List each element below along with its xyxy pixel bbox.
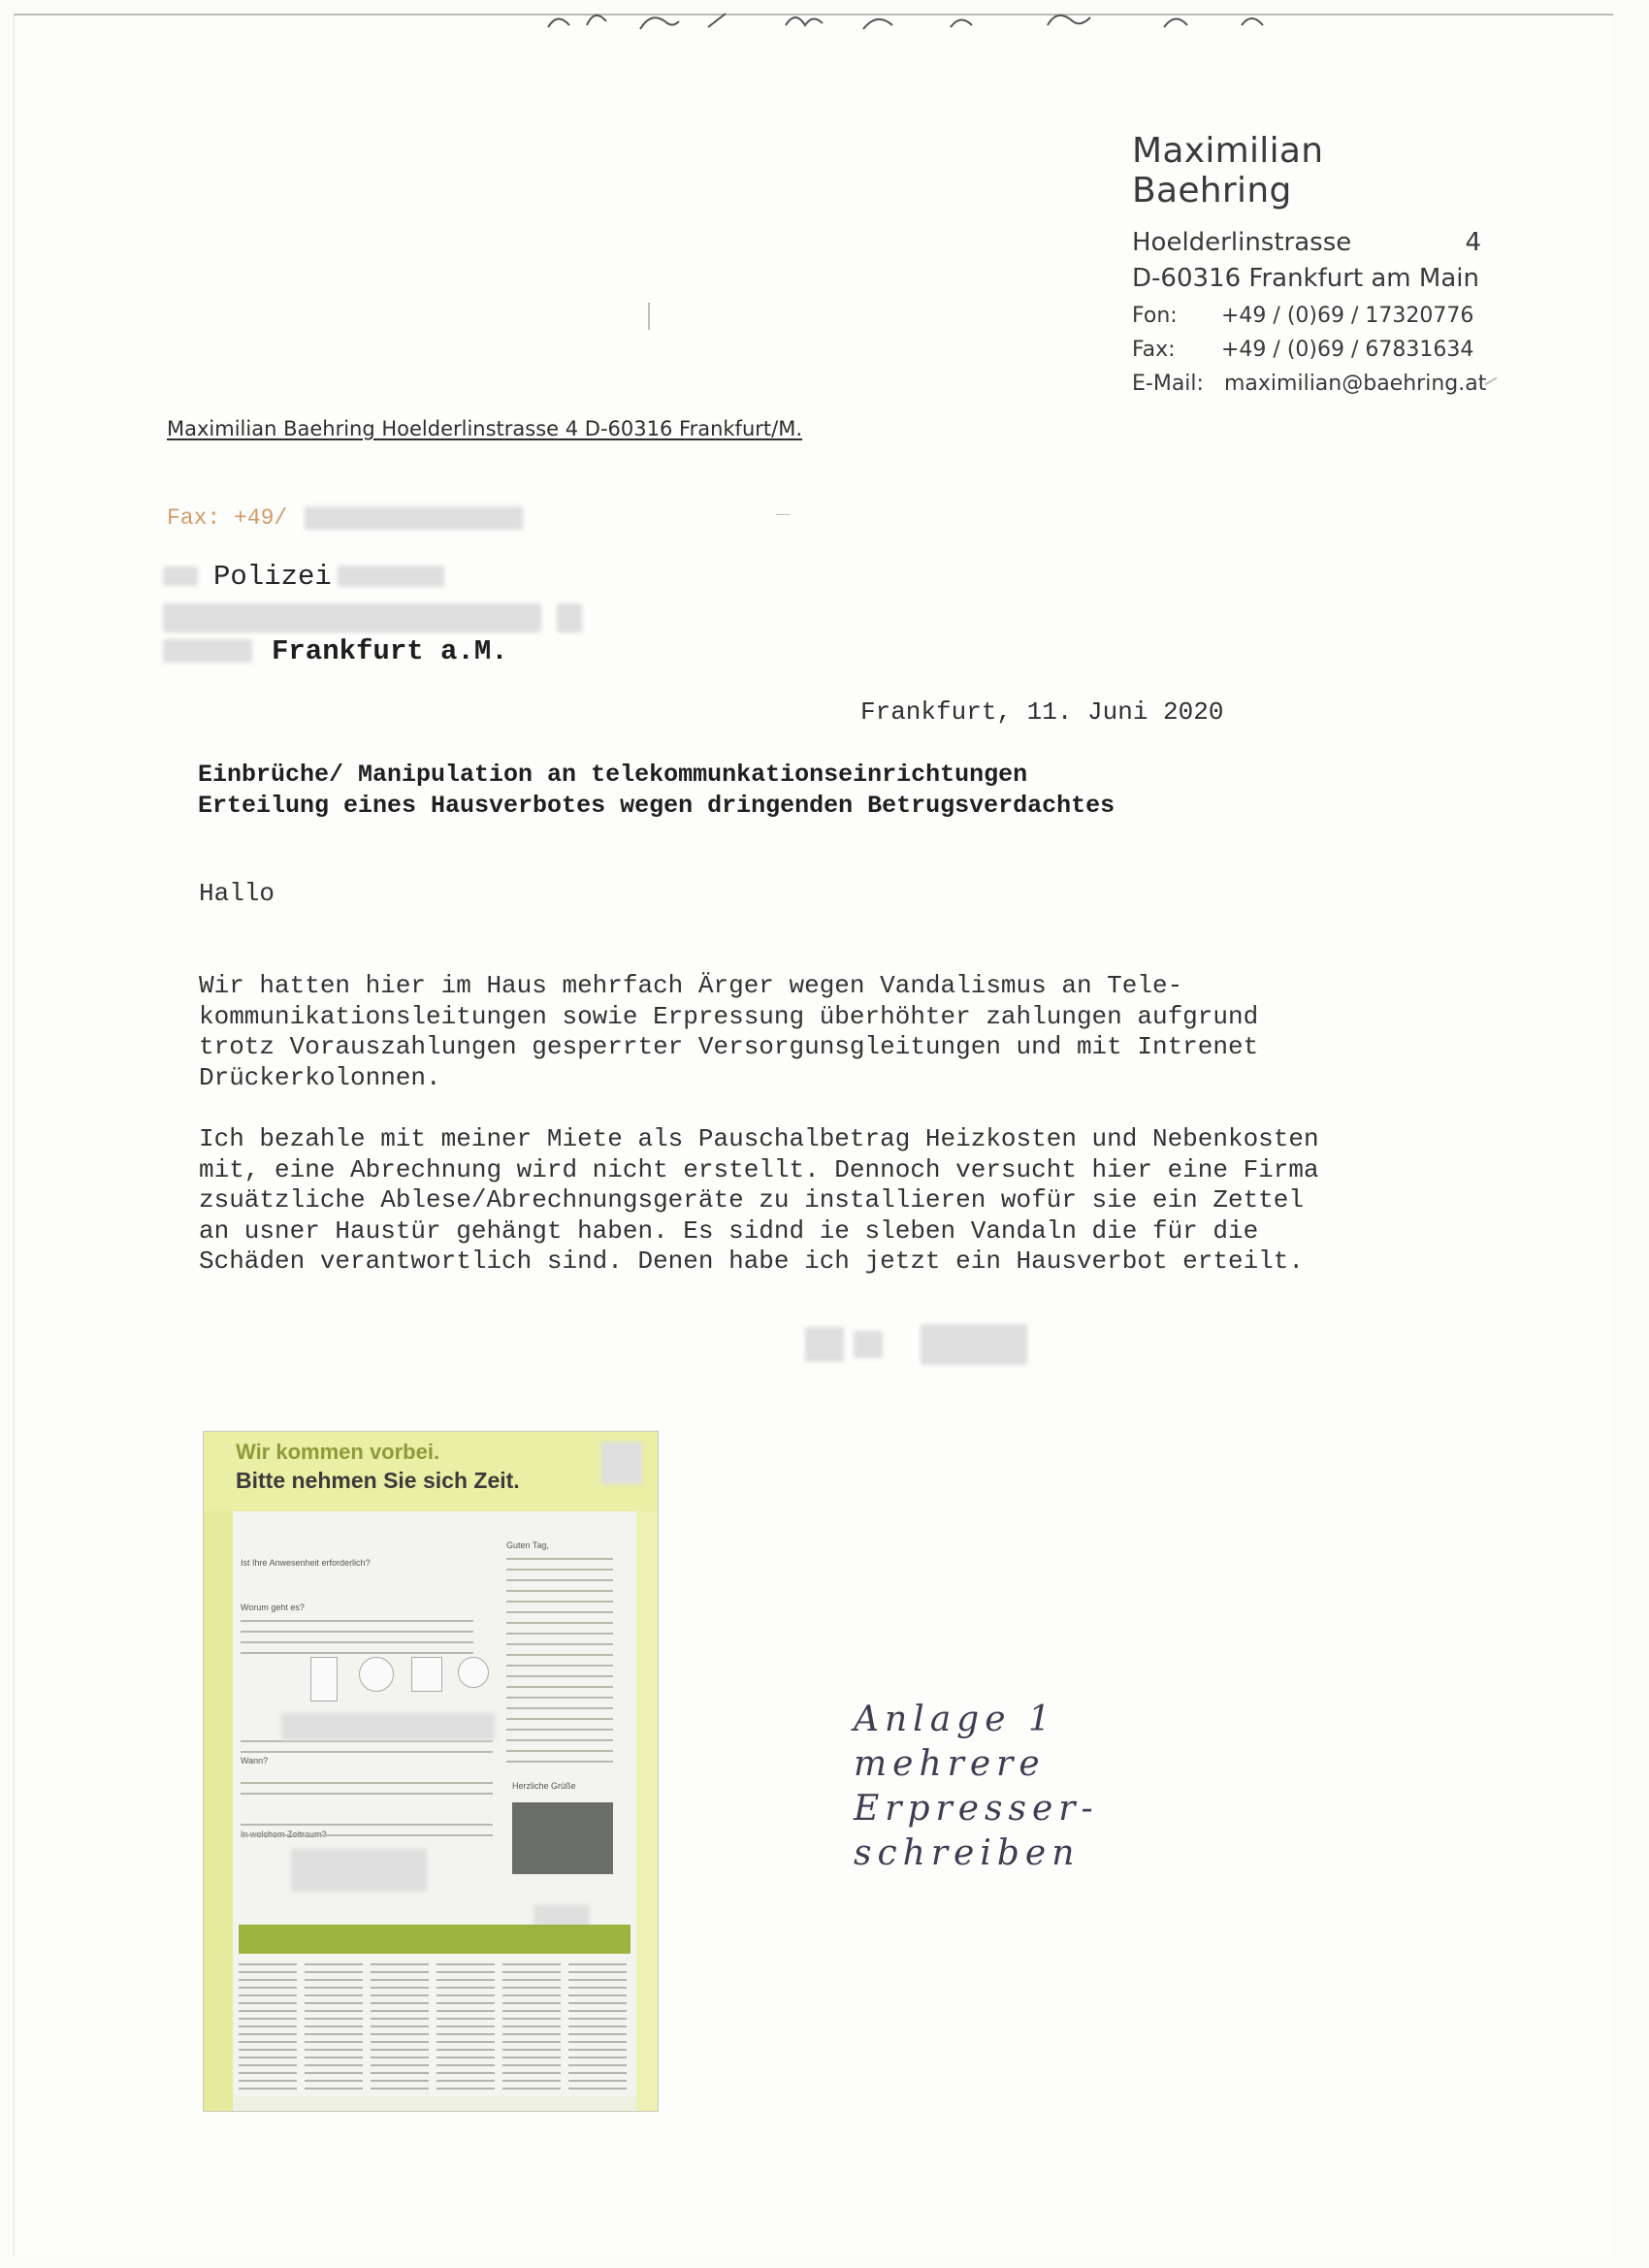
flyer-heading-1: Wir kommen vorbei. [236,1440,440,1464]
subject-line-1: Einbrüche/ Manipulation an telekommunkationseinrichtungen [198,761,1028,789]
flyer-device-3 [411,1657,442,1692]
sender-city: D-60316 Frankfurt am Main [1132,264,1479,293]
recipient-fax-line [167,505,523,531]
greeting: Hallo [199,879,275,908]
body-paragraph-1: Wir hatten hier im Haus mehrfach Ärger wegen Vandalismus an Tele- kommunikationsleitungen sowie Erpressung überhöhter zahlungen aufgrund trotz Vorauszahlungen gesperrter Versorgunsgleitungen und mit Intrenet Drückerkolonnen. [199,971,1259,1092]
flyer-device-2 [359,1657,394,1692]
handwritten-annotation: Anlage 1 mehrere Erpresser- schreiben [854,1700,1099,1873]
flyer-device-4 [458,1657,489,1688]
flyer-green-bar [239,1925,630,1954]
phone-label: Fon: [1132,304,1178,328]
attachment-photo-flyer [203,1431,659,2112]
subject-block [198,760,1115,822]
flyer-heading-2: Bitte nehmen Sie sich Zeit. [236,1468,520,1493]
redacted-fax-number [305,506,523,530]
sender-name: Maximilian Baehring [1132,131,1324,211]
flyer-device-1 [310,1657,338,1701]
email-row [1132,372,1487,405]
subject-line-2: Erteilung eines Hausverbotes wegen dringenden Betrugsverdachtes [198,792,1116,820]
phone-row [1132,304,1481,338]
scan-mark-3 [776,514,790,515]
flyer-text-regards: Herzliche Grüße [512,1781,576,1791]
handwritten-scribble-top [543,0,1339,33]
redacted-postcode [163,639,252,663]
recipient-city: Frankfurt a.M. [272,635,508,667]
redacted-prefix [163,567,198,586]
flyer-info-columns [239,1963,630,2095]
flyer-text-question: Ist Ihre Anwesenheit erforderlich? [241,1558,371,1568]
email-label: E-Mail: [1132,372,1204,396]
sender-house-number: 4 [1465,228,1481,257]
flyer-dark-notice-box [512,1802,613,1874]
flyer-text-topic: Worum geht es? [241,1603,305,1612]
redacted-street [163,603,541,632]
body-paragraph-2: Ich bezahle mit meiner Miete als Pauschalbetrag Heizkosten und Nebenkosten mit, eine Abrechnung wird nicht erstellt. Dennoch versucht hier eine Firma zsuätzliche Ablese/Abrechnungsgeräte zu installieren wofür sie ein Zettel an usner Haustür gehängt haben. Es sidnd ie sleben Vandaln die für die Schäden verantwortlich sind. Denen habe ich jetzt ein Hausverbot erteilt. [199,1124,1319,1276]
redacted-signature-part-1 [805,1327,844,1362]
fax-value: +49 / (0)69 / 67831634 [1221,338,1474,362]
fax-row [1132,338,1481,372]
flyer-text-when: Wann? [241,1756,269,1766]
flyer-redacted-field-1 [281,1713,495,1740]
scan-mark-1 [648,303,650,330]
sender-letterhead [1132,131,1487,405]
recipient-fax-prefix: Fax: +49/ [167,505,288,531]
flyer-left-band [204,1432,233,2111]
fax-label: Fax: [1132,338,1176,362]
email-value: maximilian@baehring.at [1224,372,1487,396]
recipient-city-line [163,635,508,667]
redacted-house-number [557,603,582,632]
sender-street-line [1132,228,1481,264]
letter-date: Frankfurt, 11. Juni 2020 [860,697,1224,727]
recipient-street-line [163,603,582,632]
redacted-signature-part-3 [921,1324,1027,1365]
recipient-name-line [163,561,444,593]
flyer-right-band [636,1432,658,2111]
recipient-name: Polizei [213,561,332,593]
sender-street: Hoelderlinstrasse [1132,228,1352,257]
flyer-form-lines [241,1740,493,1845]
redacted-suffix [338,566,444,587]
flyer-text-lines-right [506,1558,613,1771]
redacted-signature-part-2 [854,1331,883,1358]
flyer-redacted-logo [601,1442,642,1484]
flyer-redacted-field-2 [291,1849,427,1892]
return-address-line: Maximilian Baehring Hoelderlinstrasse 4 D-60316 Frankfurt/M. [167,417,802,440]
flyer-text-greeting: Guten Tag, [506,1540,549,1550]
phone-value: +49 / (0)69 / 17320776 [1221,304,1474,328]
redacted-signature [805,1324,1027,1365]
